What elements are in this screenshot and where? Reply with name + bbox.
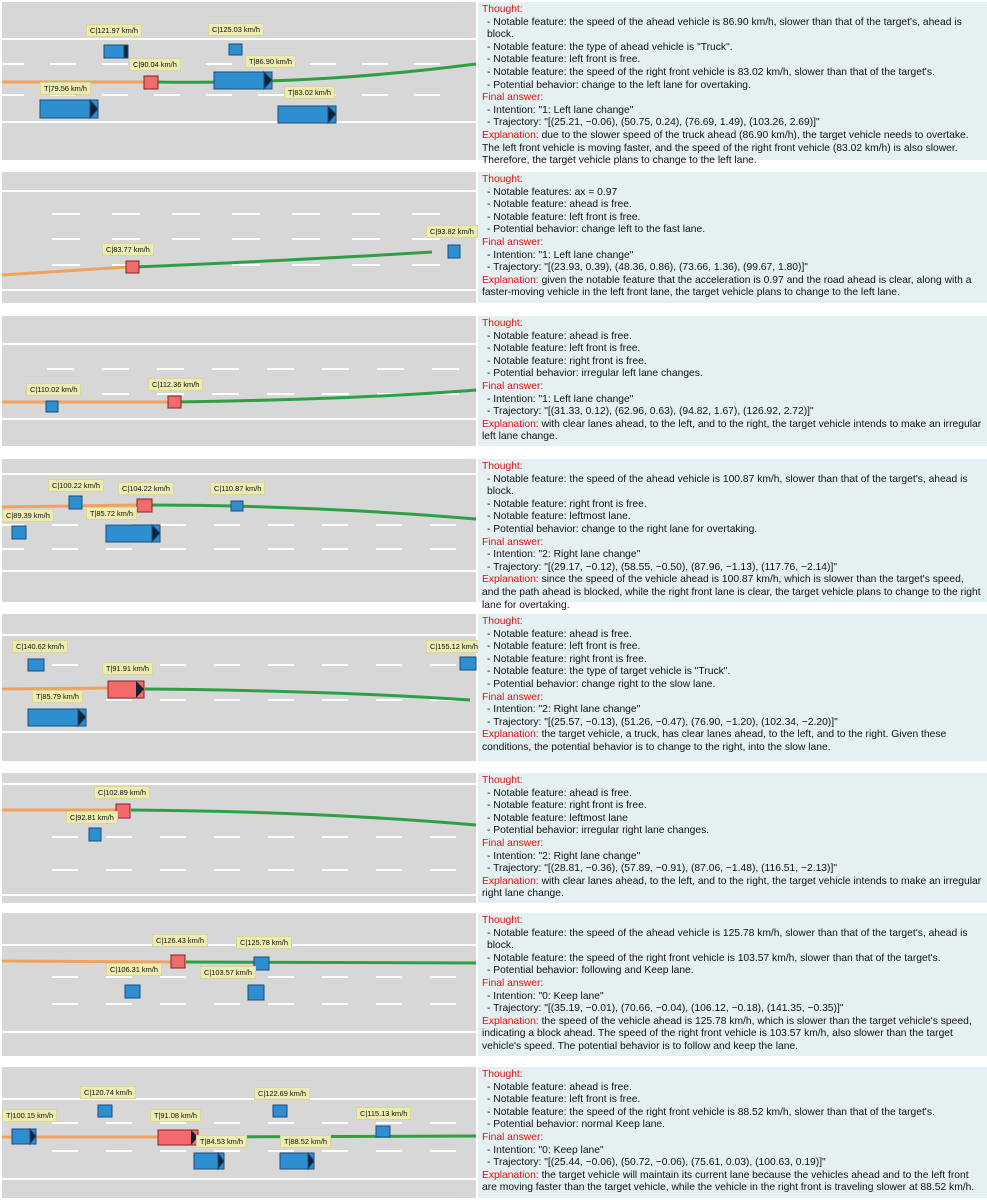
thought-header: Thought: — [482, 318, 523, 329]
thought-line: - Notable feature: left front is free. — [487, 54, 641, 66]
explanation-text: given the notable feature that the acceleration is 0.97 and the road ahead is clear, along with a faster-moving vehicle in the left front lane, the target vehicle plans to change to the left lane. — [482, 274, 972, 299]
trajectory-line: - Trajectory: "[(35.19, −0.01), (70.66, −0.04), (106.12, −0.18), (141.35, −0.35)]" — [487, 1003, 844, 1015]
thought-line: - Notable feature: the type of target vehicle is "Truck". — [487, 666, 731, 678]
trajectory-line: - Trajectory: "[(25.57, −0.13), (51.26, −0.47), (76.90, −1.20), (102.34, −2.20)]" — [487, 716, 838, 728]
vehicle-label: T|79.56 km/h — [40, 82, 91, 95]
road-scene-8-svg — [2, 1067, 476, 1198]
intention-line: - Intention: "0: Keep lane" — [487, 1144, 604, 1156]
reasoning-text-1 — [478, 2, 987, 167]
target-vehicle — [137, 499, 152, 512]
target-vehicle — [171, 955, 185, 968]
thought-line: - Notable feature: left front is free. — [487, 1094, 641, 1106]
vehicle-label: C|104.22 km/h — [118, 482, 174, 495]
explanation-label: Explanation: — [482, 729, 539, 741]
final-answer-header: Final answer: — [482, 1131, 544, 1143]
vehicle-label: C|120.74 km/h — [80, 1086, 136, 1099]
future-path — [177, 390, 476, 402]
target-vehicle — [116, 804, 130, 818]
explanation-text: the speed of the vehicle ahead is 125.78 km/h, which is slower than the target vehicle's speed, indicating a block ahead. The speed of the right front vehicle is 103.57 km/h, also slower than the target vehicle's speed. The potential behavior is to follow and keep the lane. — [482, 1015, 972, 1052]
future-path — [131, 810, 476, 825]
thought-line: - Notable feature: the speed of the right front vehicle is 88.52 km/h, slower than that of the target's. — [487, 1106, 935, 1118]
road-scene-2-svg — [2, 172, 476, 303]
final-answer-header: Final answer: — [482, 380, 544, 392]
explanation-label: Explanation: — [482, 1169, 539, 1181]
vehicle-label: T|86.90 km/h — [245, 55, 296, 68]
future-path — [134, 252, 432, 267]
thought-line: - Notable feature: the speed of the ahead vehicle is 125.78 km/h, slower than that of the target's, ahead is block. — [487, 927, 968, 952]
vehicle-label: C|110.02 km/h — [26, 383, 81, 396]
vehicle-label: C|90.04 km/h — [129, 58, 181, 71]
scenario-panel-6 — [2, 773, 987, 903]
target-vehicle — [126, 261, 139, 273]
thought-line: - Notable feature: ahead is free. — [487, 787, 632, 799]
reasoning-text-4 — [478, 459, 987, 611]
thought-line: - Notable feature: left front is free. — [487, 343, 641, 355]
explanation-label: Explanation: — [482, 274, 539, 286]
thought-line: - Potential behavior: irregular right lane changes. — [487, 825, 710, 837]
explanation-label: Explanation: — [482, 875, 539, 887]
thought-line: - Notable feature: ahead is free. — [487, 1081, 632, 1093]
explanation-text: due to the slower speed of the truck ahead (86.90 km/h), the target vehicle needs to overtake. The left front vehicle is moving faster, and the speed of the right front vehicle (83.02 km/h) is also slower. Therefore, the target vehicle plans to change to the left lane. — [482, 129, 969, 167]
scenario-panel-1 — [2, 2, 987, 167]
reasoning-text-7 — [478, 913, 987, 1056]
final-answer-header: Final answer: — [482, 691, 544, 703]
thought-line: - Notable features: ax = 0.97 — [487, 186, 618, 198]
thought-line: - Potential behavior: irregular left lane changes. — [487, 368, 703, 380]
reasoning-text-6 — [478, 773, 987, 903]
history-path — [2, 961, 172, 962]
vehicle-label: C|106.31 km/h — [106, 963, 162, 976]
thought-line: - Potential behavior: change to the left lane for overtaking. — [487, 79, 751, 91]
vehicle-label: C|125.03 km/h — [208, 23, 264, 36]
intention-line: - Intention: "0: Keep lane" — [487, 990, 604, 1002]
thought-line: - Potential behavior: following and Keep lane. — [487, 965, 694, 977]
thought-line: - Notable feature: ahead is free. — [487, 628, 632, 640]
vehicle-label: T|84.53 km/h — [196, 1135, 247, 1148]
thought-line: - Potential behavior: change right to the slow lane. — [487, 678, 716, 690]
thought-line: - Potential behavior: change left to the fast lane. — [487, 224, 706, 236]
road-scene-8 — [2, 1067, 476, 1198]
explanation-label: Explanation: — [482, 418, 539, 430]
final-answer-header: Final answer: — [482, 236, 544, 248]
vehicle-label: C|140.62 km/h — [12, 640, 68, 653]
vehicle-label: C|102.89 km/h — [94, 786, 150, 799]
intention-line: - Intention: "1: Left lane change" — [487, 249, 634, 261]
vehicle-label: C|110.87 km/h — [210, 482, 265, 495]
vehicle-label: C|89.39 km/h — [2, 509, 54, 522]
vehicle-label: T|85.79 km/h — [32, 690, 83, 703]
final-answer-header: Final answer: — [482, 536, 544, 548]
reasoning-text-2 — [478, 172, 987, 303]
scenario-panel-5 — [2, 614, 987, 761]
vehicle-label: T|88.52 km/h — [280, 1135, 331, 1148]
thought-header: Thought: — [482, 4, 523, 15]
target-vehicle — [144, 76, 158, 89]
vehicle-label: C|125.78 km/h — [236, 936, 292, 949]
intention-line: - Intention: "2: Right lane change" — [487, 704, 641, 716]
future-path — [144, 505, 476, 519]
thought-line: - Notable feature: right front is free. — [487, 498, 647, 510]
explanation-label: Explanation: — [482, 574, 539, 586]
future-path — [145, 689, 470, 700]
trajectory-line: - Trajectory: "[(28.81, −0.36), (57.89, −0.91), (87.06, −1.48), (116.51, −2.13)]" — [487, 863, 837, 875]
thought-line: - Notable feature: the speed of the ahead vehicle is 86.90 km/h, slower than that of the target's, ahead is block. — [487, 16, 962, 41]
vehicle-label: C|83.77 km/h — [102, 243, 154, 256]
vehicle-label: C|100.22 km/h — [48, 479, 104, 492]
vehicle-label: T|91.91 km/h — [102, 662, 153, 675]
scenario-panel-3 — [2, 316, 987, 446]
thought-line: - Notable feature: left front is free. — [487, 641, 641, 653]
trajectory-line: - Trajectory: "[(25.44, −0.06), (50.72, −0.06), (75.61, 0.03), (100.63, 0.19)]" — [487, 1157, 826, 1169]
explanation-label: Explanation: — [482, 129, 539, 141]
road-scene-5-svg — [2, 614, 476, 761]
vehicle — [89, 828, 101, 841]
intention-line: - Intention: "1: Left lane change" — [487, 104, 634, 116]
thought-line: - Notable feature: the type of ahead vehicle is "Truck". — [487, 41, 733, 53]
trajectory-line: - Trajectory: "[(31.33, 0.12), (62.96, 0.63), (94.82, 1.67), (126.92, 2.72)]" — [487, 406, 814, 418]
intention-line: - Intention: "2: Right lane change" — [487, 850, 641, 862]
final-answer-header: Final answer: — [482, 837, 544, 849]
future-path — [186, 962, 476, 963]
road-scene-7-svg — [2, 913, 476, 1056]
thought-line: - Notable feature: the speed of the ahead vehicle is 100.87 km/h, slower than that of the target's, ahead is block. — [487, 473, 968, 498]
reasoning-text-5 — [478, 614, 987, 761]
thought-header: Thought: — [482, 1069, 523, 1080]
trajectory-line: - Trajectory: "[(29.17, −0.12), (58.55, −0.50), (87.96, −1.13), (117.76, −2.14)]" — [487, 561, 837, 573]
thought-header: Thought: — [482, 461, 523, 472]
thought-line: - Notable feature: leftmost lane — [487, 812, 628, 824]
explanation-text: with clear lanes ahead, to the left, and to the right, the target vehicle intends to make an irregular right lane change. — [482, 875, 982, 900]
thought-header: Thought: — [482, 775, 523, 786]
thought-line: - Notable feature: leftmost lane. — [487, 511, 631, 523]
road-scene-7 — [2, 913, 476, 1056]
thought-line: - Notable feature: the speed of the right front vehicle is 83.02 km/h, slower than that of the target's. — [487, 66, 935, 78]
thought-header: Thought: — [482, 174, 523, 185]
vehicle-label: T|100.15 km/h — [2, 1109, 57, 1122]
reasoning-text-8 — [478, 1067, 987, 1198]
road-scene-4 — [2, 459, 476, 602]
thought-line: - Notable feature: the speed of the right front vehicle is 103.57 km/h, slower than that of the target's. — [487, 952, 941, 964]
final-answer-header: Final answer: — [482, 977, 544, 989]
final-answer-header: Final answer: — [482, 92, 544, 104]
thought-line: - Potential behavior: normal Keep lane. — [487, 1119, 666, 1131]
future-path — [154, 64, 476, 82]
road-scene-3-svg — [2, 316, 476, 446]
explanation-text: with clear lanes ahead, to the left, and to the right, the target vehicle intends to make an irregular left lane change. — [482, 418, 982, 443]
road-scene-3 — [2, 316, 476, 446]
vehicle-label: T|83.02 km/h — [284, 86, 335, 99]
trajectory-line: - Trajectory: "[(25.21, −0.06), (50.75, 0.24), (76.69, 1.49), (103.26, 2.69)]" — [487, 117, 820, 129]
thought-line: - Potential behavior: change to the right lane for overtaking. — [487, 523, 758, 535]
thought-line: - Notable feature: right front is free. — [487, 355, 647, 367]
trajectory-line: - Trajectory: "[(23.93, 0.39), (48.36, 0.86), (73.66, 1.36), (99.67, 1.80)]" — [487, 262, 808, 274]
explanation-text: the target vehicle, a truck, has clear lanes ahead, to the left, and to the right. Given these conditions, the potential behavior is to change to the right, into the slow lane. — [482, 729, 947, 753]
scenario-panel-8 — [2, 1067, 987, 1198]
vehicle-label: T|85.72 km/h — [86, 507, 137, 520]
road-scene-5 — [2, 614, 476, 761]
explanation-text: the target vehicle will maintain its current lane because the vehicles ahead and to the left front are moving faster than the target vehicle, while the vehicle in the right front is traveling slower at 88.52 km/h. — [482, 1169, 975, 1194]
road-scene-6-svg — [2, 773, 476, 903]
explanation-text: since the speed of the vehicle ahead is 100.87 km/h, which is slower than the target's speed, and the path ahead is blocked, while the right front lane is clear, the target vehicle plans to change to the right lane for overtaking. — [482, 574, 981, 611]
thought-line: - Notable feature: right front is free. — [487, 653, 647, 665]
vehicle-label: C|103.57 km/h — [200, 966, 256, 979]
vehicle-label: C|155.12 km/h — [426, 640, 482, 653]
intention-line: - Intention: "2: Right lane change" — [487, 549, 641, 561]
vehicle-label: C|122.69 km/h — [254, 1087, 310, 1100]
thought-line: - Notable feature: right front is free. — [487, 800, 647, 812]
history-path — [2, 267, 127, 275]
vehicle-label: C|92.81 km/h — [66, 811, 118, 824]
vehicle-label: C|93.82 km/h — [426, 225, 478, 238]
vehicle-label: C|121.97 km/h — [86, 24, 142, 37]
vehicle-label: T|91.08 km/h — [150, 1109, 201, 1122]
thought-line: - Notable feature: ahead is free. — [487, 199, 632, 211]
road-scene-2 — [2, 172, 476, 303]
thought-line: - Notable feature: left front is free. — [487, 211, 641, 223]
vehicle-label: C|115.13 km/h — [356, 1107, 411, 1120]
vehicle — [46, 401, 58, 412]
intention-line: - Intention: "1: Left lane change" — [487, 393, 634, 405]
road-scene-1 — [2, 2, 476, 160]
road-scene-6 — [2, 773, 476, 903]
vehicle — [448, 245, 460, 258]
reasoning-text-3 — [478, 316, 987, 446]
explanation-label: Explanation: — [482, 1015, 539, 1027]
vehicle-label: C|112.36 km/h — [148, 378, 203, 391]
thought-header: Thought: — [482, 616, 523, 627]
scenario-panel-7 — [2, 913, 987, 1056]
scenario-panel-4 — [2, 459, 987, 611]
thought-line: - Notable feature: ahead is free. — [487, 330, 632, 342]
target-vehicle — [168, 396, 181, 408]
vehicle-label: C|126.43 km/h — [152, 934, 208, 947]
history-path — [2, 688, 112, 689]
thought-header: Thought: — [482, 915, 523, 926]
scenario-panel-2 — [2, 172, 987, 303]
